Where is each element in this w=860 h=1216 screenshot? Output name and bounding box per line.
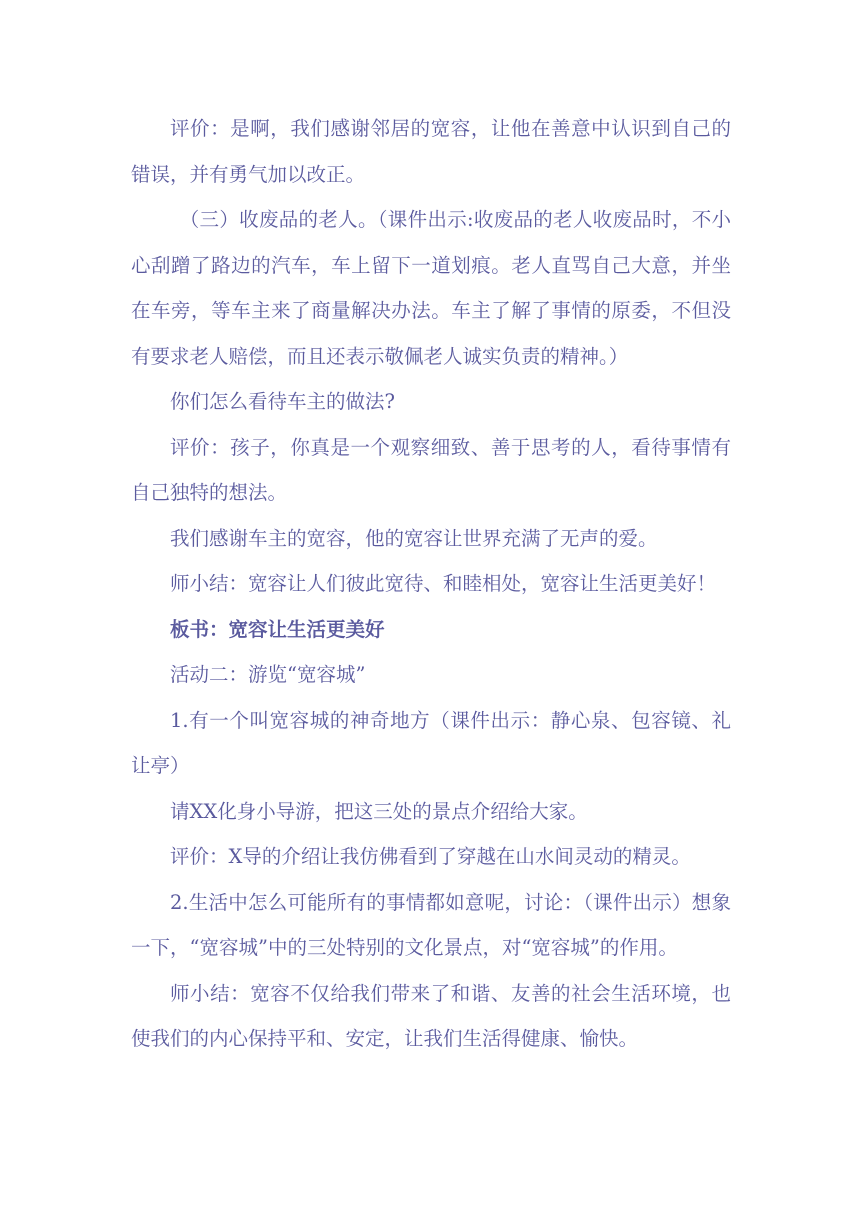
activity-item-2-paragraph: 2.生活中怎么可能所有的事情都如意呢，讨论：（课件出示）想象一下，“宽容城”中的三处特别的文化景点，对“宽容城”的作用。	[131, 890, 731, 959]
teacher-summary-paragraph-1: 师小结：宽容让人们彼此宽待、和睦相处，宽容让生活更美好！	[170, 572, 717, 595]
document-page	[131, 106, 731, 1062]
evaluation-paragraph-neighbor: 评价：是啊，我们感谢邻居的宽容，让他在善意中认识到自己的错误，并有勇气加以改正。	[131, 117, 731, 186]
tour-guide-paragraph: 请XX化身小导游，把这三处的景点介绍给大家。	[170, 799, 588, 823]
evaluation-paragraph-child: 评价：孩子，你真是一个观察细致、善于思考的人，看待事情有自己独特的想法。	[131, 435, 731, 504]
activity-two-heading: 活动二：游览“宽容城”	[170, 663, 366, 686]
teacher-summary-paragraph-2: 师小结：宽容不仅给我们带来了和谐、友善的社会生活环境，也使我们的内心保持平和、安定，让我们生活得健康、愉快。	[131, 981, 731, 1050]
evaluation-paragraph-guide: 评价：X导的介绍让我仿佛看到了穿越在山水间灵动的精灵。	[170, 845, 691, 868]
section-three-old-man-paragraph: （三）收废品的老人。（课件出示:收废品的老人收废品时，不小心刮蹭了路边的汽车，车上留下一道划痕。老人直骂自己大意，并坐在车旁，等车主来了商量解决办法。车主了解了事情的原委，不但没有要求老人赔偿，而且还表示敬佩老人诚实负责的精神。）	[131, 208, 731, 368]
activity-item-1-paragraph: 1.有一个叫宽容城的神奇地方（课件出示：静心泉、包容镜、礼让亭）	[131, 708, 731, 777]
blackboard-heading: 板书：宽容让生活更美好	[170, 617, 385, 641]
gratitude-paragraph: 我们感谢车主的宽容，他的宽容让世界充满了无声的爱。	[170, 526, 658, 550]
question-paragraph: 你们怎么看待车主的做法?	[170, 390, 395, 413]
